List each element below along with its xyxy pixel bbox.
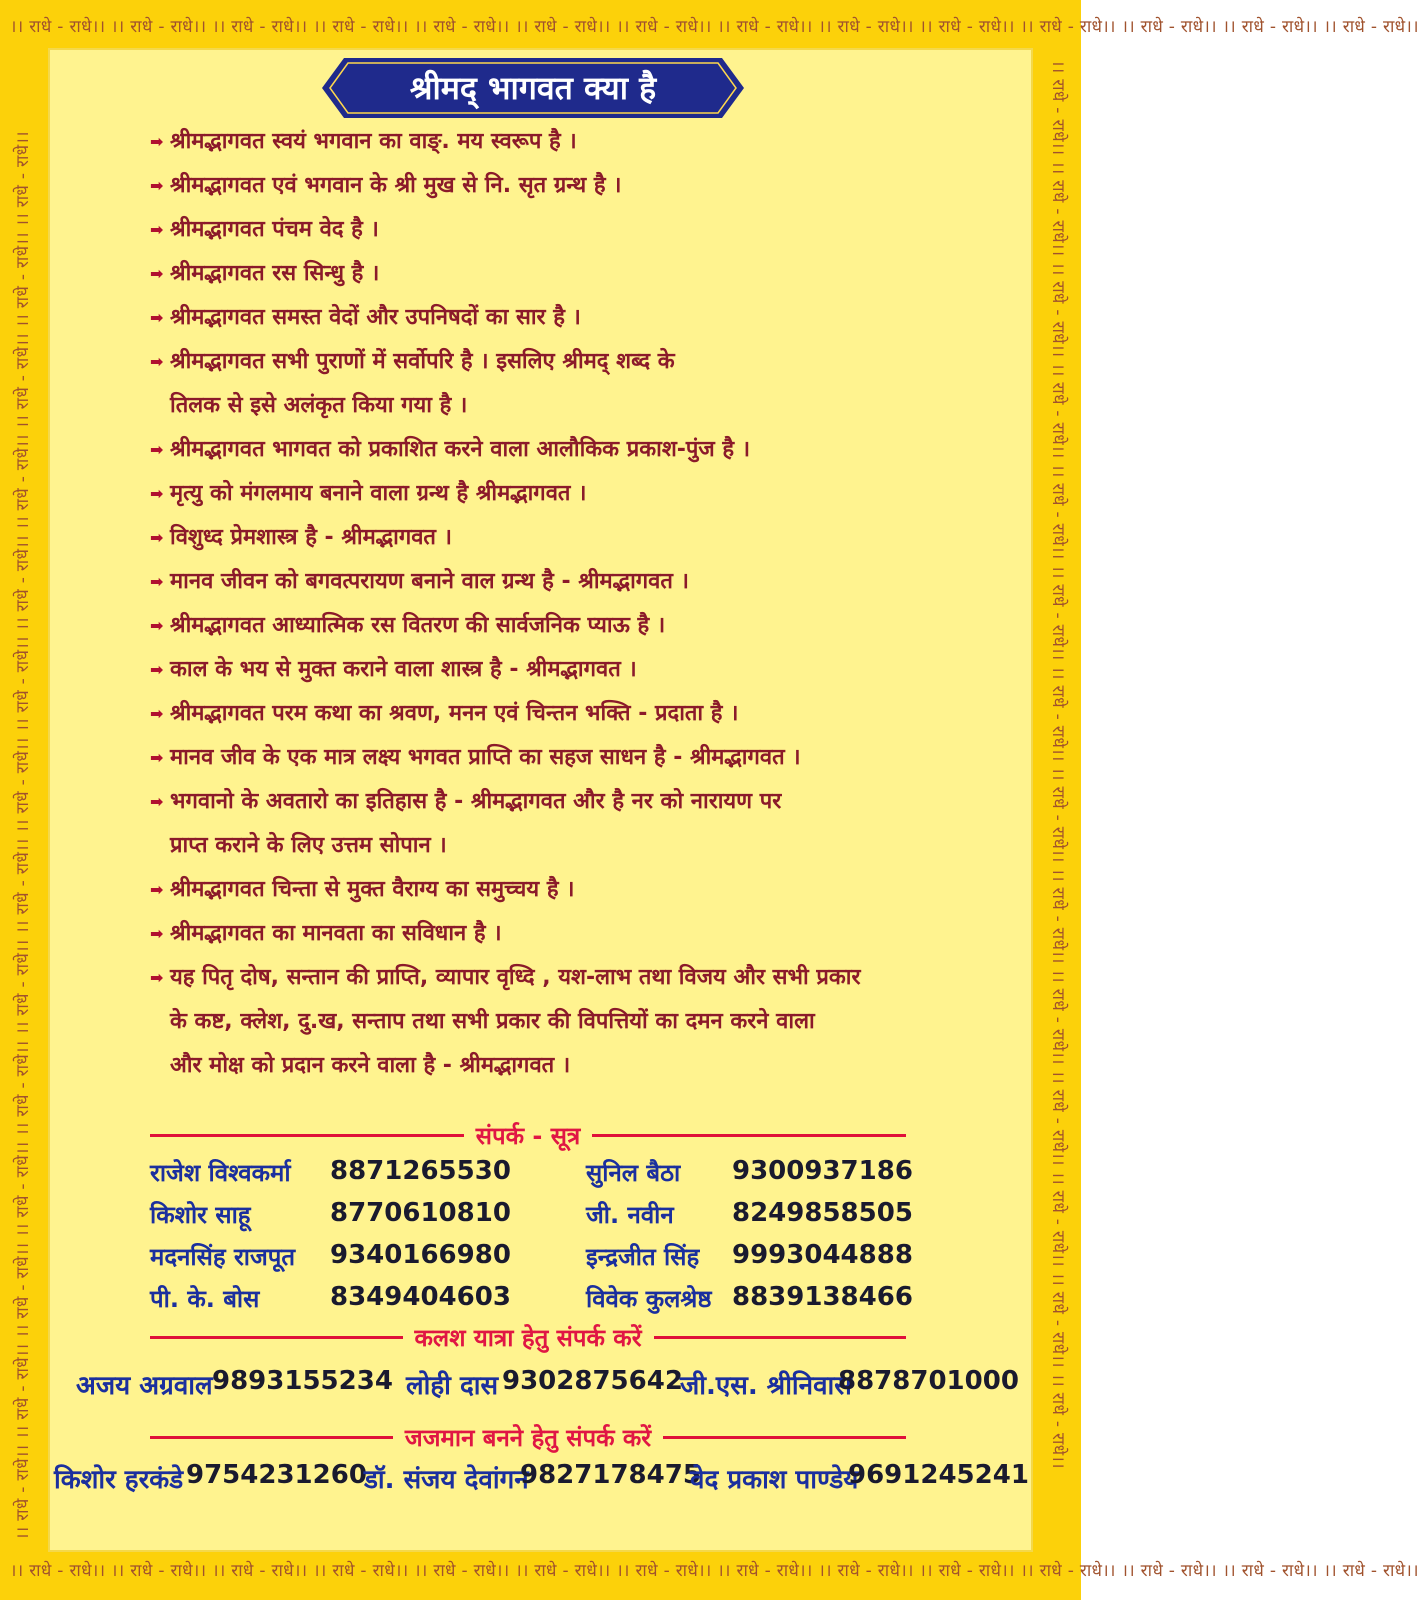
contact-name: जी.एस. श्रीनिवास [680,1371,852,1401]
point-item [150,516,1000,560]
contact-phone: 9340166980 [330,1240,511,1270]
contact-name: किशोर साहू [150,1201,251,1229]
divider-line [663,1436,906,1439]
point-item [150,208,1000,252]
point-text: श्रीमद्भागवत चिन्ता से मुक्त वैराग्य का समुच्चय है । [170,877,575,902]
point-text: मृत्यु को मंगलमाय बनाने वाला ग्रन्थ है श्रीमद्भागवत । [170,481,587,506]
point-text: विशुध्द प्रेमशास्त्र है - श्रीमद्भागवत । [170,525,452,550]
point-item [150,692,1000,736]
point-item [150,956,1000,1088]
contact-phone: 9827178475 [520,1460,701,1490]
point-text: मानव जीव के एक मात्र लक्ष्य भगवत प्राप्ति का सहज साधन है - श्रीमद्भागवत । [170,745,801,770]
contact-name: पी. के. बोस [150,1285,260,1313]
arrow-icon: ➡ [150,880,164,899]
point-text: श्रीमद्भागवत रस सिन्धु है । [170,261,380,286]
contact-name: इन्द्रजीत सिंह [586,1243,700,1271]
contact-name: वेद प्रकाश पाण्डेय [690,1465,859,1495]
contact-name: मदनसिंह राजपूत [150,1243,296,1271]
contact-phone: 8249858505 [732,1198,913,1228]
arrow-icon: ➡ [150,924,164,943]
point-item [150,296,1000,340]
point-text: भगवानो के अवतारो का इतिहास है - श्रीमद्भागवत और है नर को नारायण पर प्राप्त कराने के लिए उत्तम सोपान । [170,789,782,858]
point-item [150,428,1000,472]
contact-phone: 9302875642 [502,1366,683,1396]
point-item [150,780,1000,868]
point-text: श्रीमद्भागवत पंचम वेद है । [170,217,379,242]
contact-phone: 8770610810 [330,1198,511,1228]
point-item [150,340,1000,428]
arrow-icon: ➡ [150,616,164,635]
contact-name: डॉ. संजय देवांगन [364,1465,529,1495]
point-item [150,604,1000,648]
border-left: ।। राधे - राधे।। ।। राधे - राधे।। ।। राधे - राधे।। ।। राधे - राधे।। ।। राधे - राधे।। ।। राधे - राधे।। ।। राधे - राधे।। ।। राधे - राधे।। ।। राधे - राधे।। ।। राधे - राधे।। ।। राधे - राधे।। ।। राधे - राधे।। ।। राधे - राधे।। ।। राधे - राधे।। [13,131,33,1540]
divider-line [150,1336,403,1339]
point-item [150,912,1000,956]
arrow-icon: ➡ [150,572,164,591]
arrow-icon: ➡ [150,352,164,371]
border-bottom: ।। राधे - राधे।। ।। राधे - राधे।। ।। राधे - राधे।। ।। राधे - राधे।। ।। राधे - राधे।। ।। राधे - राधे।। ।। राधे - राधे।। ।। राधे - राधे।। ।। राधे - राधे।। ।। राधे - राधे।। ।। राधे - राधे।। ।। राधे - राधे।। ।। राधे - राधे।। ।। राधे - राधे।। [10,1561,1419,1581]
arrow-icon: ➡ [150,176,164,195]
arrow-icon: ➡ [150,968,164,987]
divider-line [150,1436,393,1439]
point-text: काल के भय से मुक्त कराने वाला शास्त्र है - श्रीमद्भागवत । [170,657,637,682]
contact-name: जी. नवीन [586,1201,674,1229]
point-text: श्रीमद्भागवत परम कथा का श्रवण, मनन एवं चिन्तन भक्ति - प्रदाता है । [170,701,739,726]
contact-phone: 9691245241 [848,1460,1029,1490]
contact-phone: 9754231260 [186,1460,367,1490]
jajman-heading: जजमान बनने हेतु संपर्क करें [404,1423,652,1452]
point-text: श्रीमद्भागवत समस्त वेदों और उपनिषदों का सार है । [170,305,581,330]
arrow-icon: ➡ [150,484,164,503]
page-title: श्रीमद् भागवत क्या है [409,69,657,107]
arrow-icon: ➡ [150,704,164,723]
contact-phone: 8839138466 [732,1282,913,1312]
arrow-icon: ➡ [150,308,164,327]
point-text: यह पितृ दोष, सन्तान की प्राप्ति, व्यापार वृध्दि , यश-लाभ तथा विजय और सभी प्रकार के कष्ट, क्लेश, दु.ख, सन्ताप तथा सभी प्रकार की विपत्तियों का दमन करने वाला और मोक्ष को प्रदान करने वाला है - श्रीमद्भागवत । [170,965,861,1078]
point-text: श्रीमद्भागवत आध्यात्मिक रस वितरण की सार्वजनिक प्याऊ है । [170,613,666,638]
divider-line [592,1134,906,1137]
point-text: श्रीमद्भागवत स्वयं भगवान का वाङ्. मय स्वरूप है । [170,129,577,154]
divider-line [654,1336,907,1339]
arrow-icon: ➡ [150,792,164,811]
points-list [150,120,1000,1088]
point-text: श्रीमद्भागवत एवं भगवान के श्री मुख से नि. सृत ग्रन्थ है । [170,173,622,198]
arrow-icon: ➡ [150,440,164,459]
contact-phone: 9993044888 [732,1240,913,1270]
contact-name: सुनिल बैठा [586,1159,681,1187]
kalash-heading-row [150,1320,906,1354]
arrow-icon: ➡ [150,528,164,547]
point-item [150,736,1000,780]
arrow-icon: ➡ [150,660,164,679]
contact-name: किशोर हरकंडे [54,1465,184,1495]
arrow-icon: ➡ [150,264,164,283]
border-right: ।। राधे - राधे।। ।। राधे - राधे।। ।। राधे - राधे।। ।। राधे - राधे।। ।। राधे - राधे।। ।। राधे - राधे।। ।। राधे - राधे।। ।। राधे - राधे।। ।। राधे - राधे।। ।। राधे - राधे।। ।। राधे - राधे।। ।। राधे - राधे।। ।। राधे - राधे।। ।। राधे - राधे।। [1048,60,1068,1469]
contact-name: लोही दास [406,1371,499,1401]
point-item [150,120,1000,164]
point-text: श्रीमद्भागवत का मानवता का सविधान है । [170,921,502,946]
arrow-icon: ➡ [150,748,164,767]
border-top: ।। राधे - राधे।। ।। राधे - राधे।। ।। राधे - राधे।। ।। राधे - राधे।। ।। राधे - राधे।। ।। राधे - राधे।। ।। राधे - राधे।। ।। राधे - राधे।। ।। राधे - राधे।। ।। राधे - राधे।। ।। राधे - राधे।। ।। राधे - राधे।। ।। राधे - राधे।। ।। राधे - राधे।। [10,17,1419,37]
divider-line [150,1134,464,1137]
point-text: मानव जीवन को बगवत्परायण बनाने वाल ग्रन्थ है - श्रीमद्भागवत । [170,569,689,594]
contact-name: अजय अग्रवाल [76,1371,213,1401]
point-item [150,648,1000,692]
contact-phone: 9893155234 [212,1366,393,1396]
contact-name: राजेश विश्वकर्मा [150,1159,291,1187]
point-item [150,252,1000,296]
point-item [150,868,1000,912]
contact-phone: 8349404603 [330,1282,511,1312]
point-item [150,560,1000,604]
contact-phone: 8871265530 [330,1156,511,1186]
contact-name: विवेक कुलश्रेष्ठ [586,1285,712,1313]
point-text: श्रीमद्भागवत भागवत को प्रकाशित करने वाला आलौकिक प्रकाश-पुंज है । [170,437,751,462]
point-text: श्रीमद्भागवत सभी पुराणों में सर्वोपरि है । इसलिए श्रीमद् शब्द के तिलक से इसे अलंकृत किया गया है । [170,349,675,418]
contact-phone: 8878701000 [838,1366,1019,1396]
point-item [150,472,1000,516]
kalash-heading: कलश यात्रा हेतु संपर्क करें [414,1323,642,1352]
contact-heading-row [150,1118,906,1152]
title-banner [322,58,744,118]
contact-heading: संपर्क - सूत्र [475,1121,581,1150]
arrow-icon: ➡ [150,220,164,239]
contact-phone: 9300937186 [732,1156,913,1186]
point-item [150,164,1000,208]
jajman-heading-row [150,1420,906,1454]
arrow-icon: ➡ [150,132,164,151]
